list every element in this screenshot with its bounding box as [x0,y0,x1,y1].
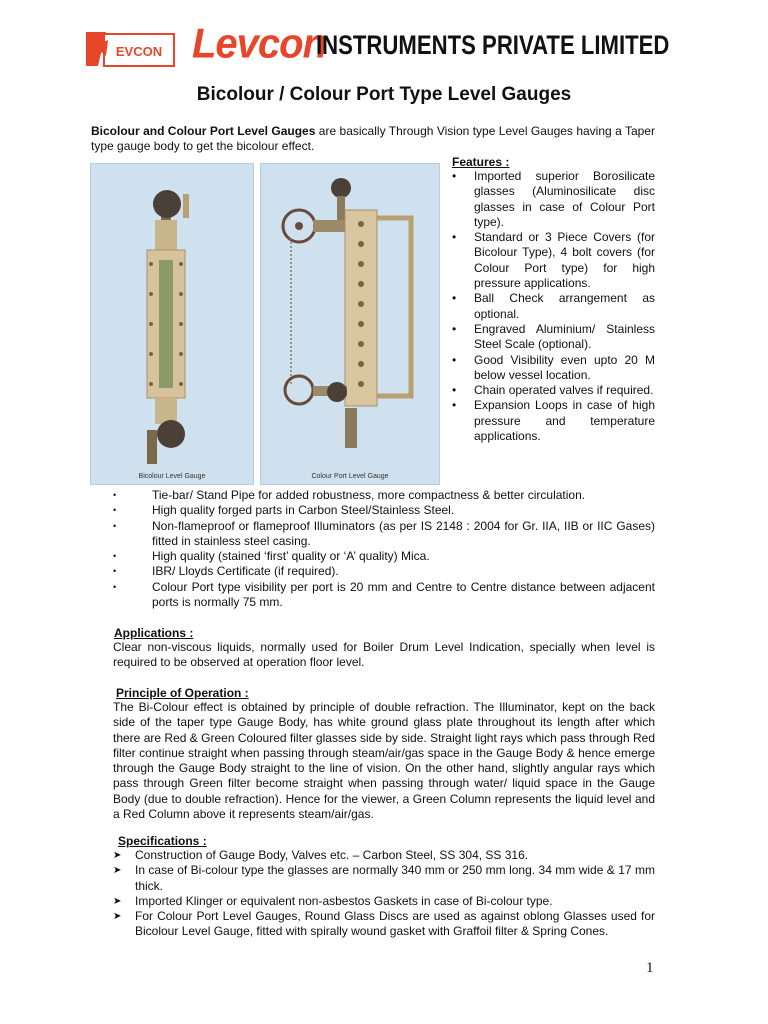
specifications-heading: Specifications : [118,834,207,848]
feature-item: • Colour Port type visibility per port is 20 mm and Centre to Centre distance between adjacent ports is normally 75 mm. [113,580,655,611]
feature-item: • Good Visibility even upto 20 M below vessel location. [452,353,655,384]
page-number: 1 [646,960,654,976]
feature-item: • Chain operated valves if required. [452,383,655,398]
spec-item: ➤ Imported Klinger or equivalent non-asbestos Gaskets in case of Bi-colour type. [113,894,655,909]
applications-text: Clear non-viscous liquids, normally used for Boiler Drum Level Indication, specially when level is required to be observed at operation floor level. [113,640,655,670]
feature-item: • High quality forged parts in Carbon Steel/Stainless Steel. [113,503,655,518]
intro-text: are basically Through Vision type Level Gauges having a Taper type gauge body to get the bicolour effect. [91,124,655,154]
feature-item: • Non-flameproof or flameproof Illuminators (as per IS 2148 : 2004 for Gr. IIA, IIB or IIC Gases) fitted in stainless steel casing. [113,519,655,550]
feature-item: • Engraved Aluminium/ Stainless Steel Scale (optional). [452,322,655,353]
photo-caption: Colour Port Level Gauge [311,473,389,480]
intro-bold: Bicolour and Colour Port Level Gauges [91,124,316,138]
features-list [452,169,655,444]
feature-item: • Standard or 3 Piece Covers (for Bicolour Type), 4 bolt covers (for Colour Port type) for high pressure applications. [452,230,655,291]
feature-item: • High quality (stained ‘first’ quality or ‘A’ quality) Mica. [113,549,655,564]
feature-item: • Tie-bar/ Stand Pipe for added robustness, more compactness & better circulation. [113,488,655,503]
brand-subtitle: INSTRUMENTS PRIVATE LIMITED [316,30,670,60]
logo-text: EVCON [115,44,163,59]
spec-item: ➤ In case of Bi-colour type the glasses are normally 340 mm or 250 mm long. 34 mm wide & 17 mm thick. [113,863,655,894]
colour-port-gauge-photo [260,163,440,485]
feature-item: • IBR/ Lloyds Certificate (if required). [113,564,655,579]
specifications-list [113,848,655,940]
principle-text: The Bi-Colour effect is obtained by principle of double refraction. The Illuminator, kept on the back side of the taper type Gauge Body, has white ground glass plate throughout its length after which there are Red & Green Coloured filter glasses side by side. Straight light rays which pass through Red filter continue straight when passing through steam/air/gas space in the Gauge Body & hence emerge through the Gauge Body straight to the line of vision. On the other hand, slightly angular rays which pass through Green filter become straight when passing through water/ liquid space in the Gauge Body (due to double refraction). Hence for the viewer, a Green Column represents the liquid level and a Red Column above it represents steam/air/gas. [113,700,655,822]
page-title: Bicolour / Colour Port Type Level Gauges [196,84,572,105]
principle-heading: Principle of Operation : [116,686,249,700]
brand-name: Levcon [192,20,327,68]
features-heading: Features : [452,155,510,169]
spec-item: ➤ Construction of Gauge Body, Valves etc. – Carbon Steel, SS 304, SS 316. [113,848,655,863]
company-logo [84,26,176,72]
feature-item: • Imported superior Borosilicate glasses (Aluminosilicate disc glasses in case of Colour Port type). [452,169,655,230]
photo-caption: Bicolour Level Gauge [138,473,206,480]
feature-item: • Ball Check arrangement as optional. [452,291,655,322]
feature-item: • Expansion Loops in case of high pressure and temperature applications. [452,398,655,444]
applications-heading: Applications : [114,626,194,640]
intro-paragraph [91,124,655,155]
more-features-list [113,488,655,610]
bicolour-gauge-photo [90,163,254,485]
spec-item: ➤ For Colour Port Level Gauges, Round Glass Discs are used as against oblong Glasses used for Bicolour Level Gauge, fitted with spirally wound gasket with Graffoil filter & Spring Cones. [113,909,655,940]
